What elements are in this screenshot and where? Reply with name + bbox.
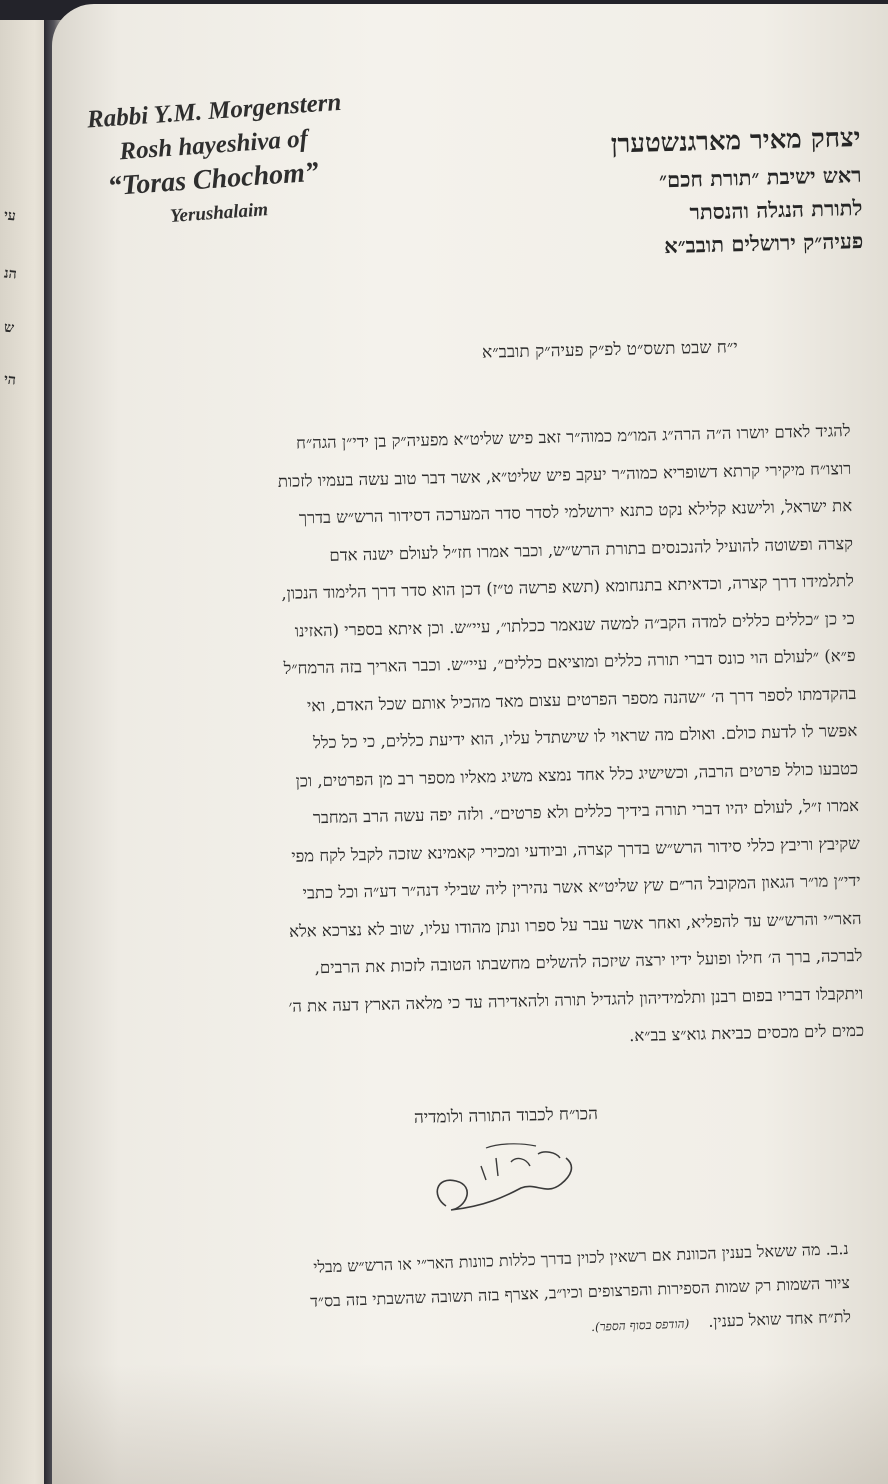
body-line: אמרו ז״ל, לעולם יהיו דברי תורה בידיך כללים ולא פרטים״. ולזה יפה עשה הרב המחבר (312, 795, 860, 828)
body-line: כמים לים מכסים כביאת גוא״צ בב״א. (628, 1020, 865, 1046)
body-line: אפשר לו לדעת כולם. ואולם מה שראוי לו שישתדל עליו, הוא ידיעת כללים, כי כל כלל (312, 720, 858, 753)
body-line: בהקדמתו לספר דרך ה׳ ״שהנה מספר הפרטים עצום מאד מהכיל אותם שכל האדם, ואי (306, 683, 857, 715)
body-line: שקיבץ וריבץ כללי סידור הרש״ש בדרך קצרה, וביודעי ומכירי קאמינא שזכה לקבל לקח מפי (291, 833, 860, 866)
letterhead-en-city: Yerushalaim (169, 199, 269, 227)
adjacent-page-fragment: ש (3, 319, 15, 337)
postscript-aside: (הודפס בסוף הספר). (590, 1316, 690, 1335)
adjacent-page-fragment: הי (3, 371, 17, 389)
body-line: האר״י והרש״ש עד להפליא, ואחר אשר עבר על ספרו ונתן מהודו עליו, שוב לא נצרכא אלא (288, 908, 862, 941)
letterhead-en-name: Rabbi Y.M. Morgenstern (86, 88, 343, 134)
letter-body (60, 412, 864, 1067)
body-line: לתלמידו דרך קצרה, וכדאיתא בתנחומא (תשא פרשה ט״ז) דכן הוא סדר דרך הלימוד הנכון, (281, 570, 855, 603)
letterhead-he-name: יצחק מאיר מארגנשטערן (610, 122, 861, 160)
letterhead-english (80, 83, 389, 240)
letterhead-hebrew (500, 118, 864, 266)
postscript-text: לת״ח אחד שואל כענין. (707, 1306, 852, 1331)
letterhead-he-city: פעיה״ק ירושלים תובב״א (663, 227, 864, 259)
adjacent-page-fragment: עי (3, 207, 17, 225)
body-line: רוצו״ח מיקירי קרתא דשופריא כמוה״ר יעקב פיש שליט״א, אשר דבר טוב עשה בעמיו לזכות (277, 458, 852, 491)
postscript (58, 1232, 851, 1363)
body-line: כטבעו כולל פרטים הרבה, וכשישיג כלל אחד נמצא משיג מאליו מספר רב מן הפרטים, וכן (295, 758, 859, 791)
body-line: להגיד לאדם יושרו ה״ה הרה״ג המו״מ כמוה״ר זאב פיש שליט״א מפעיה״ק בן ידי״ן הגה״ח (295, 420, 851, 453)
letter-page (52, 4, 888, 1484)
letterhead-en-yeshiva: “Toras Chochom” (106, 156, 320, 203)
body-line: את ישראל, ולישנא קלילא נקט כתנא ירושלמי לסדר סדר המערכה דסידור הרש״ש בדרך (298, 495, 853, 528)
body-line: ידי״ן מו״ר הגאון המקובל הר״ם שץ שליט״א אשר נהירין ליה שבילי דנה״ר דע״ה וכל כתבי (302, 870, 861, 903)
body-line: פ״א) ״לעולם הוי כונס דברי תורה כללים ומוציאם כללים״, עיי״ש. וכבר האריך בזה הרמח״ל (283, 645, 856, 678)
letterhead-he-title: ראש ישיבת ״תורת חכם״ (658, 161, 862, 193)
body-line: ויתקבלו דבריו בפום רבנן ותלמידיהון להגדיל תורה ולהאדירה עד כי מלאה הארץ דעה את ה׳ (288, 983, 864, 1016)
page-shadow (52, 1364, 888, 1484)
body-line: לברכה, ברך ה׳ חילו ופועל ידיו ירצה שיזכה להשלים מחשבתו הטובה לזכות את הרבים, (314, 945, 863, 978)
body-line: כי כן ״כללים כללים למדה הקב״ה למשה שנאמר ככלתו״, עיי״ש. וכן איתא בספרי (האזינו (294, 608, 855, 641)
letterhead-en-title: Rosh hayeshiva of (118, 125, 309, 166)
body-line: קצרה ופשוטה להועיל להנכנסים בתורת הרש״ש, וכבר אמרו חז״ל לעולם ישנה אדם (329, 533, 854, 565)
letter-date: י״ח שבט תשס״ט לפ״ק פעיה״ק תובב״א (482, 337, 739, 363)
letterhead-he-subtitle: לתורת הנגלה והנסתר (689, 194, 863, 225)
adjacent-page-fragment: הנ (3, 265, 18, 283)
handwritten-signature (426, 1136, 596, 1226)
postscript-line: ציור השמות רק שמות הספירות והפרצופים וכיו״ב, אצרף בזה תשובה שהשבתי בזה בס״ד (309, 1272, 851, 1311)
postscript-line: נ.ב. מה ששאל בענין הכוונת אם רשאין לכוין בדרך כללות כוונות האר״י או הרש״ש מבלי (312, 1238, 849, 1277)
letter-closing: הכו״ח לכבוד התורה ולומדיה (413, 1104, 599, 1128)
